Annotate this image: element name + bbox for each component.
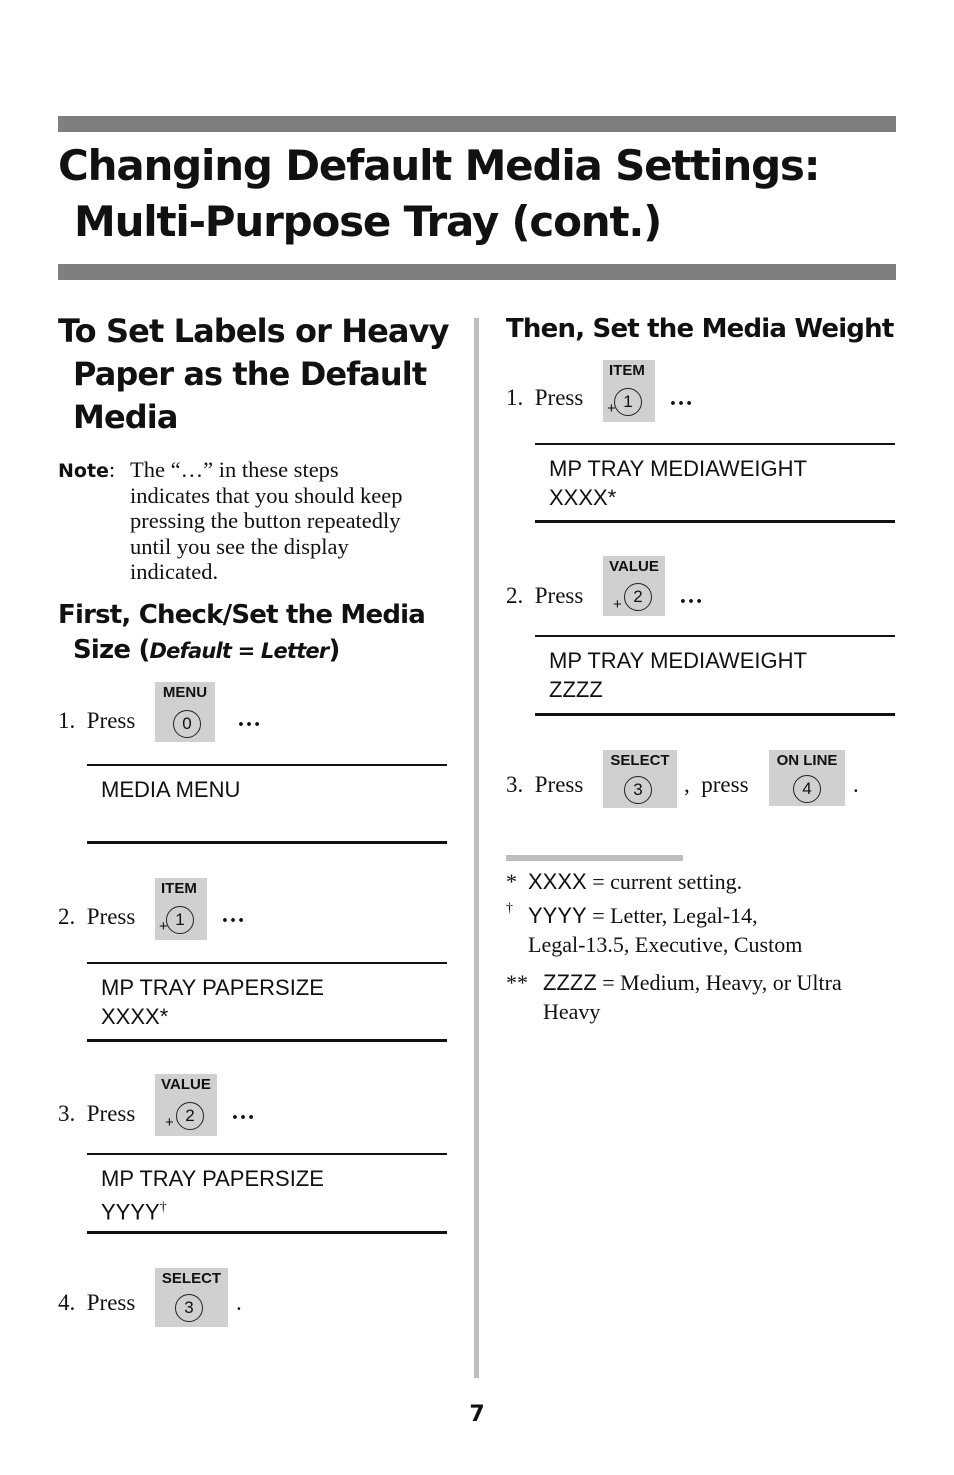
- left-step-3-label: 3. Press: [58, 1101, 136, 1126]
- lcd-display-mp-tray-papersize: [87, 962, 447, 1042]
- column-divider: [474, 318, 479, 1378]
- right-step-1-ellipsis: …: [669, 385, 693, 411]
- left-step-4-label: 4. Press: [58, 1290, 136, 1315]
- note-line: pressing the button repeatedly: [130, 508, 401, 533]
- value-key[interactable]: [155, 1074, 217, 1136]
- lcd-display-media-menu: [87, 764, 447, 844]
- lcd-line: MEDIA MENU: [101, 777, 241, 802]
- plus-icon: +: [165, 1114, 174, 1131]
- page-title-line1: Changing Default Media Settings:: [58, 141, 820, 190]
- menu-key-label: MENU: [162, 684, 208, 701]
- footnote-code: XXXX: [528, 869, 587, 894]
- menu-key[interactable]: [155, 682, 215, 742]
- right-step-1-label: 1. Press: [506, 385, 584, 410]
- footnote-code: ZZZZ: [543, 970, 597, 995]
- lcd-display-mp-tray-mediaweight-zzzz: [535, 635, 895, 716]
- left-subheading-line1: First, Check/Set the Media: [58, 600, 425, 630]
- footnote-yyyy: [506, 901, 802, 959]
- footnote-code: YYYY: [528, 903, 587, 928]
- item-key[interactable]: [155, 878, 207, 940]
- left-heading-line: Paper as the Default: [73, 355, 427, 393]
- menu-key-number: 0: [173, 710, 201, 738]
- note-label: Note: [58, 460, 109, 482]
- note-line: indicated.: [130, 559, 219, 584]
- right-step-2-ellipsis: …: [679, 583, 703, 609]
- select-key-number: 3: [624, 776, 652, 804]
- left-subheading: [58, 598, 425, 669]
- left-step-1-ellipsis: …: [237, 706, 261, 732]
- plus-icon: +: [613, 596, 622, 613]
- lcd-line: XXXX*: [101, 1004, 169, 1029]
- value-key-number: 2: [624, 583, 652, 611]
- left-step-2-ellipsis: …: [221, 902, 245, 928]
- value-key[interactable]: [603, 556, 665, 616]
- note-line: The “…” in these steps: [130, 457, 339, 482]
- page-title: [58, 138, 819, 250]
- value-key-label: VALUE: [609, 558, 659, 575]
- item-key-number: 1: [166, 906, 194, 934]
- plus-icon: +: [159, 918, 168, 935]
- plus-icon: +: [607, 400, 616, 417]
- lcd-display-mp-tray-papersize-yyyy: [87, 1153, 447, 1234]
- note-line: until you see the display: [130, 533, 349, 559]
- footnote-text-line2: Heavy: [543, 999, 601, 1024]
- item-key-number: 1: [614, 388, 642, 416]
- left-heading: [58, 310, 449, 439]
- footnote-mark: *: [506, 869, 517, 894]
- item-key[interactable]: [603, 360, 655, 422]
- footnote-text: = current setting.: [586, 869, 743, 894]
- left-step-4-period: .: [236, 1290, 242, 1315]
- lcd-line: MP TRAY MEDIAWEIGHT: [549, 648, 807, 673]
- header-bottom-rule: [58, 264, 896, 280]
- right-heading: Then, Set the Media Weight: [506, 314, 894, 344]
- lcd-line: MP TRAY PAPERSIZE: [101, 975, 324, 1000]
- lcd-line: MP TRAY MEDIAWEIGHT: [549, 456, 807, 481]
- online-key[interactable]: [769, 750, 845, 806]
- select-key-label: SELECT: [161, 1270, 222, 1287]
- left-step-3-ellipsis: …: [231, 1099, 255, 1125]
- page-number: 7: [469, 1402, 485, 1427]
- lcd-line: ZZZZ: [549, 677, 603, 702]
- left-heading-line: To Set Labels or Heavy: [58, 312, 449, 350]
- footnote-mark: †: [506, 901, 513, 916]
- select-key[interactable]: [155, 1268, 228, 1327]
- left-step-1-label: 1. Press: [58, 708, 136, 733]
- header-top-rule: [58, 116, 896, 132]
- lcd-line: MP TRAY PAPERSIZE: [101, 1166, 324, 1191]
- left-step-2-label: 2. Press: [58, 904, 136, 929]
- page-title-line2: Multi-Purpose Tray (cont.): [74, 197, 662, 246]
- footnote-rule: [506, 855, 683, 861]
- left-heading-line: Media: [73, 398, 178, 436]
- value-key-number: 2: [176, 1102, 204, 1130]
- note-block: [58, 457, 458, 584]
- footnote-mark: **: [506, 970, 528, 995]
- footnote-zzzz: [506, 968, 842, 1026]
- value-key-label: VALUE: [161, 1076, 211, 1093]
- select-key-number: 3: [175, 1294, 203, 1322]
- dagger-superscript: †: [159, 1200, 167, 1215]
- footnote-text: = Medium, Heavy, or Ultra: [596, 970, 842, 995]
- footnote-text-line2: Legal-13.5, Executive, Custom: [528, 932, 803, 957]
- right-step-2-label: 2. Press: [506, 583, 584, 608]
- note-line: indicates that you should keep: [130, 482, 403, 508]
- item-key-label: ITEM: [161, 880, 197, 897]
- item-key-label: ITEM: [609, 362, 645, 379]
- note-text: [130, 457, 460, 585]
- right-step-3-period: .: [853, 772, 859, 797]
- footnote-xxxx: [506, 867, 742, 896]
- footnote-text: = Letter, Legal-14,: [586, 903, 758, 928]
- right-step-3-press-again: , press: [684, 772, 749, 797]
- lcd-line: XXXX*: [549, 485, 617, 510]
- online-key-label: ON LINE: [776, 752, 838, 769]
- lcd-display-mp-tray-mediaweight: [535, 443, 895, 523]
- select-key-label: SELECT: [610, 752, 670, 769]
- right-step-3-label: 3. Press: [506, 772, 584, 797]
- online-key-number: 4: [793, 775, 821, 803]
- lcd-line: YYYY†: [101, 1199, 167, 1225]
- left-subheading-line2: Size (Default = Letter): [73, 635, 340, 665]
- note-colon: :: [108, 457, 116, 482]
- select-key[interactable]: [603, 750, 677, 808]
